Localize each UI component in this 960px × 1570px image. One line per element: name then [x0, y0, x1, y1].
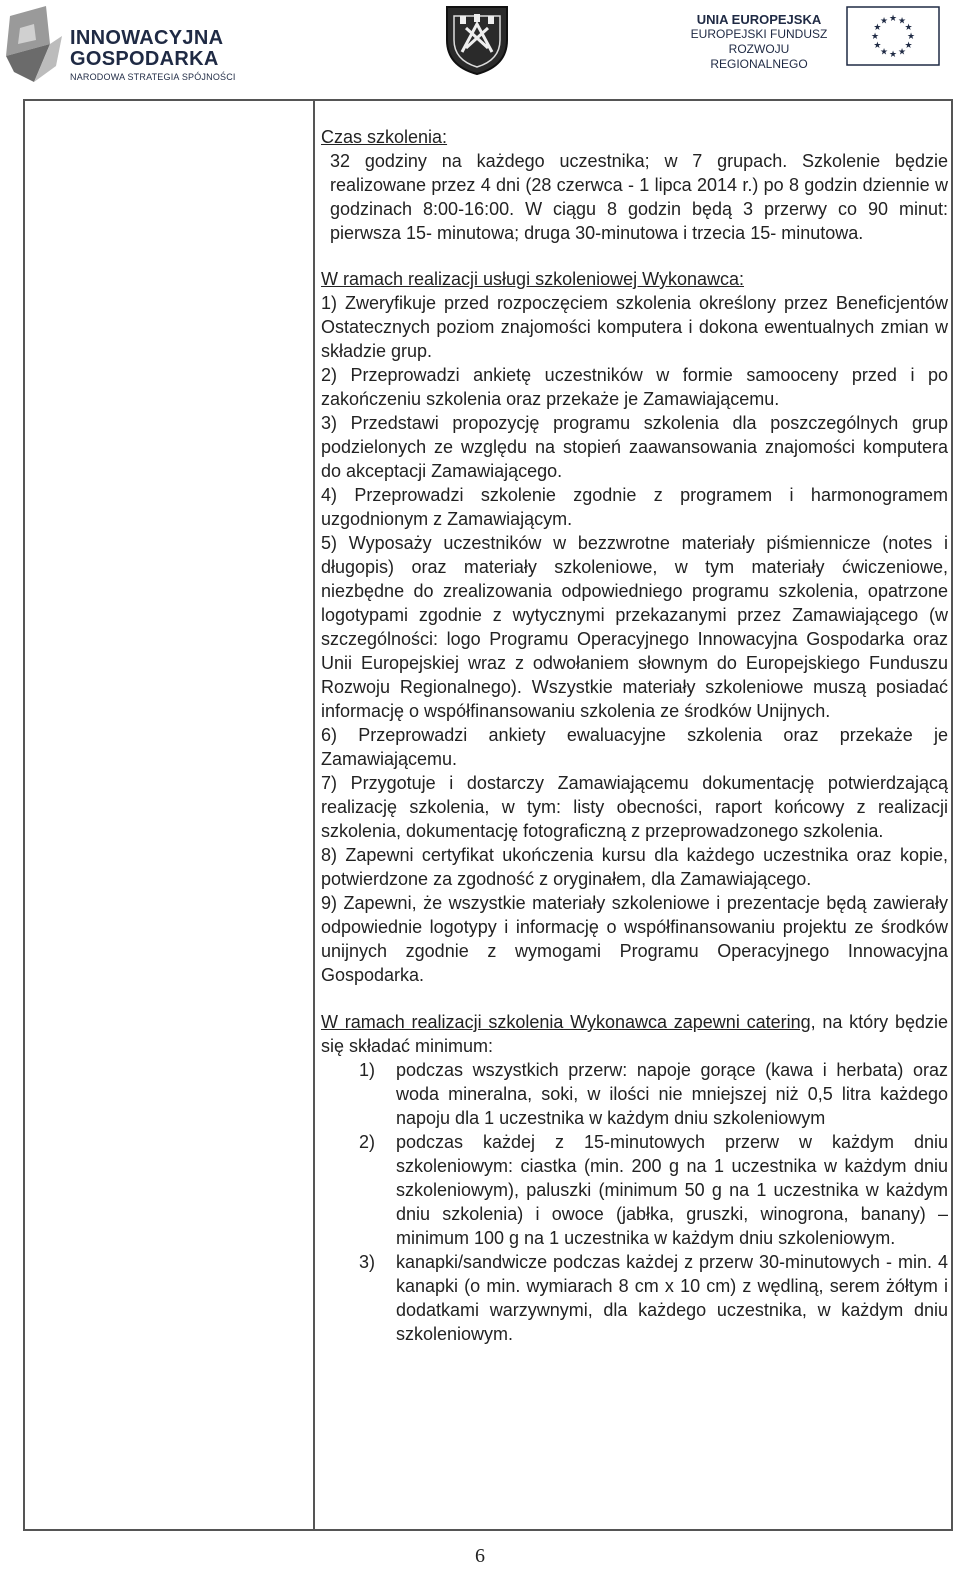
usluga-item-6: 6) Przeprowadzi ankiety ewaluacyjne szkolenia oraz przekaże je Zamawiającemu.: [321, 725, 948, 769]
eu-flag-icon: [846, 6, 940, 66]
eu-line3: ROZWOJU REGIONALNEGO: [710, 42, 808, 71]
eu-star-icon: ★: [873, 41, 882, 51]
usluga-item-2: 2) Przeprowadzi ankietę uczestników w formie samooceny przed i po zakończeniu szkolenia oraz przekaże je Zamawiającemu.: [321, 365, 948, 409]
ig-line3: NARODOWA STRATEGIA SPÓJNOŚCI: [70, 72, 236, 82]
spacer: [321, 245, 948, 267]
catering-item-text: podczas każdej z 15-minutowych przerw w każdym dniu szkoleniowym: ciastka (min. 200 g na 1 uczestnika w każdym dniu szkoleniowym), paluszki (minimum 50 g na 1 uczestnika w każdym dniu szkolenia) i owoce (jabłka, gruszki, winogrona, banany) – minimum 100 g na 1 uczestnika w każdym dniu szkoleniowym.: [396, 1132, 948, 1248]
catering-item-number: 1): [359, 1060, 376, 1080]
usluga-item-3: 3) Przedstawi propozycję programu szkolenia dla poszczególnych grup podzielonych ze względu na stopień zaawansowania znajomości komputera do akceptacji Zamawiającego.: [321, 413, 948, 481]
eu-star-icon: ★: [888, 50, 898, 60]
eu-star-icon: ★: [904, 41, 913, 51]
catering-item-2: [321, 1130, 948, 1250]
catering-heading: W ramach realizacji szkolenia Wykonawca zapewni catering, na który będzie się składać minimum:: [321, 1012, 948, 1056]
spacer: [321, 987, 948, 1010]
eu-line2: EUROPEJSKI FUNDUSZ: [690, 27, 828, 41]
czas-heading: Czas szkolenia:: [321, 127, 448, 147]
innowacyjna-gospodarka-logo: [4, 6, 239, 82]
eu-star-icon: ★: [888, 14, 898, 24]
catering-item-3: [321, 1250, 948, 1346]
usluga-heading: W ramach realizacji usługi szkoleniowej Wykonawca:: [321, 269, 744, 289]
eu-star-icon: ★: [897, 16, 907, 27]
catering-item-1: [321, 1058, 948, 1130]
usluga-item-9: 9) Zapewni, że wszystkie materiały szkoleniowe i prezentacje będą zawierały odpowiednie logotypy i informację o współfinansowaniu projektu ze środków unijnych zgodnie z wymogami Programu Operacyjnego Innowacyjna Gospodarka.: [321, 893, 948, 985]
catering-item-text: podczas wszystkich przerw: napoje gorące (kawa i herbata) oraz woda mineralna, soki, w ilości nie mniejszej niż 0,5 litra każdego napoju dla 1 uczestnika w każdym dniu szkoleniowym: [396, 1060, 948, 1128]
eu-star-icon: ★: [879, 16, 889, 27]
catering-item-number: 2): [359, 1132, 376, 1152]
ig-line1: INNOWACYJNA: [70, 27, 224, 49]
coat-of-arms-icon: [444, 4, 510, 76]
catering-item-number: 3): [359, 1252, 376, 1272]
eu-text: [680, 12, 838, 72]
ig-emblem-icon: [4, 6, 64, 82]
eu-star-icon: ★: [873, 23, 882, 33]
usluga-item-8: 8) Zapewni certyfikat ukończenia kursu dla każdego uczestnika oraz kopie, potwierdzone za zgodność z oryginałem, dla Zamawiającego.: [321, 845, 948, 889]
eu-line1: UNIA EUROPEJSKA: [696, 12, 822, 27]
table-column-divider: [313, 99, 315, 1531]
content-column: [321, 125, 948, 1346]
eu-star-icon: ★: [906, 32, 916, 42]
ig-line2: GOSPODARKA: [70, 48, 219, 70]
usluga-item-5: 5) Wyposaży uczestników w bezzwrotne materiały piśmiennicze (notes i długopis) oraz materiały szkoleniowe, w tym materiały ćwiczeniowe, niezbędne do zrealizowania odpowiedniego programu szkolenia, opatrzone logotypami zgodnie z wytycznymi przekazanymi przez Zamawiającego (w szczególności: logo Programu Operacyjnego Innowacyjna Gospodarka oraz Unii Europejskiej wraz z odwołaniem słownym do Europejskiego Funduszu Rozwoju Regionalnego). Wszystkie materiały szkoleniowe muszą posiadać informację o współfinansowaniu szkolenia ze środków Unijnych.: [321, 533, 948, 721]
eu-star-icon: ★: [870, 32, 880, 42]
czas-text: 32 godziny na każdego uczestnika; w 7 grupach. Szkolenie będzie realizowane przez 4 dni (28 czerwca - 1 lipca 2014 r.) po 8 godzin dziennie w godzinach 8:00-16:00. W ciągu 8 godzin będą 3 przerwy co 90 minut: pierwsza 15- minutowa; druga 30-minutowa i trzecia 15- minutowa.: [330, 151, 948, 243]
eu-star-icon: ★: [897, 47, 907, 58]
usluga-item-4: 4) Przeprowadzi szkolenie zgodnie z programem i harmonogramem uzgodnionym z Zamawiającym.: [321, 485, 948, 529]
catering-item-text: kanapki/sandwicze podczas każdej z przerw 30-minutowych - min. 4 kanapki (o min. wymiarach 8 cm x 10 cm) z wędliną, serem żółtym i dodatkami warzywnymi, dla każdego uczestnika, w każdym dniu szkoleniowym.: [396, 1252, 948, 1344]
eu-star-icon: ★: [904, 23, 913, 33]
eu-star-icon: ★: [879, 47, 889, 58]
usluga-item-1: 1) Zweryfikuje przed rozpoczęciem szkolenia określony przez Beneficjentów Ostatecznych poziom znajomości komputera i dokona ewentualnych zmian w składzie grup.: [321, 293, 948, 361]
usluga-item-7: 7) Przygotuje i dostarczy Zamawiającemu dokumentację potwierdzającą realizację szkolenia, w tym: listy obecności, raport końcowy z realizacji szkolenia, dokumentację fotograficzną z przeprowadzonego szkolenia.: [321, 773, 948, 841]
page-header: [0, 0, 960, 90]
page-number: 6: [475, 1545, 485, 1567]
ig-text: [70, 28, 236, 84]
